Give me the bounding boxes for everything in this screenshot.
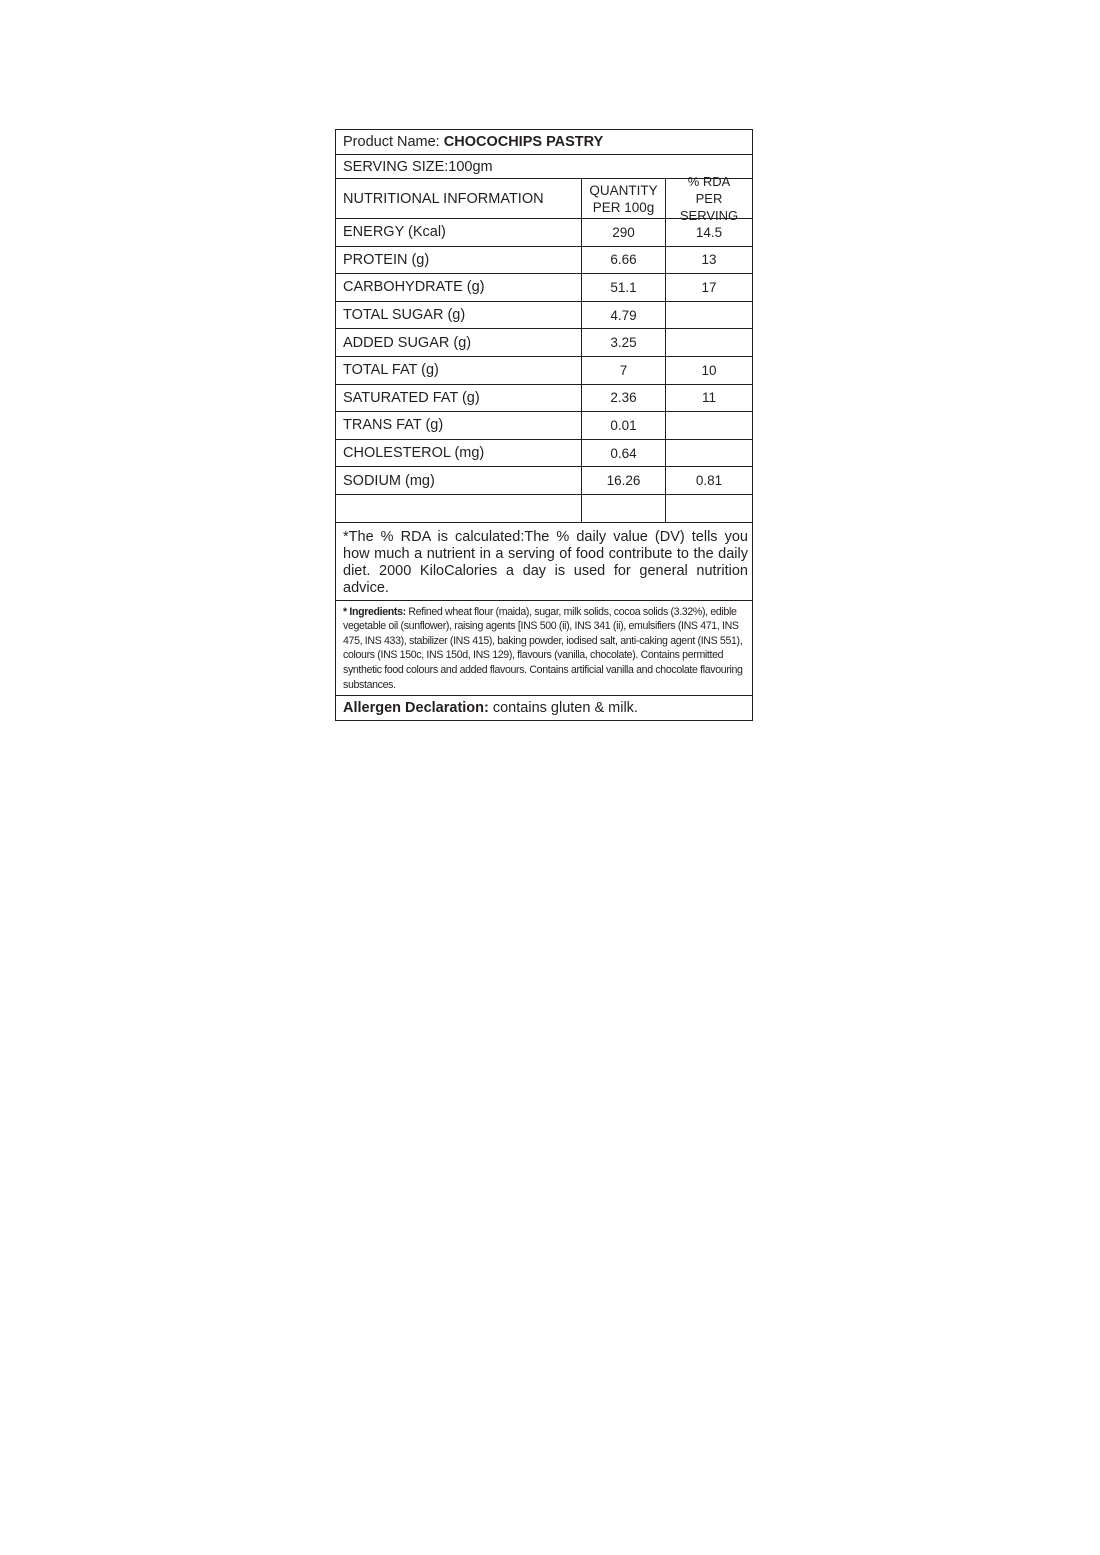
allergen-label: Allergen Declaration: [343,700,489,717]
nutrient-rda [665,302,752,329]
ingredients-text: Refined wheat flour (maida), sugar, milk solids, cocoa solids (3.32%), edible vegetable oil (sunflower), raising agents [INS 500 (ii), INS 341 (ii), emulsifiers (INS 471, INS 475, INS 433), stabilizer (INS 415), baking powder, iodised salt, anti-caking agent (INS 551), colours (INS 150c, INS 150d, INS 129), flavours (vanilla, chocolate). Contains permitted synthetic food colours and added flavours. Contains artificial vanilla and chocolate flavouring substances. [343,605,743,691]
nutritional-information-header: NUTRITIONAL INFORMATION [343,190,544,207]
nutrient-quantity: 4.79 [581,302,665,329]
rda-header-line1: % RDA [687,174,731,189]
rda-note-row [336,523,752,601]
ingredients [336,601,752,696]
rda-note: *The % RDA is calculated:The % daily value (DV) tells you how much a nutrient in a serving of food contribute to the daily diet. 2000 KiloCalories a day is used for general nutrition advice. [343,528,748,596]
table-row [336,247,752,275]
ingredients-row [336,601,752,697]
table-row [336,357,752,385]
nutrient-rda: 0.81 [665,467,752,494]
nutrient-quantity: 6.66 [581,247,665,274]
product-name-row [336,130,752,155]
allergen-row [336,696,752,720]
product-name-label: Product Name: [343,134,440,150]
nutrient-quantity [581,495,665,522]
table-header-row [336,174,752,223]
nutrient-name: TOTAL SUGAR (g) [343,307,466,324]
nutrient-name: CARBOHYDRATE (g) [343,279,485,296]
nutrient-name: CHOLESTEROL (mg) [343,445,485,462]
nutrient-rda [665,495,752,522]
nutrient-name: SODIUM (mg) [343,472,435,489]
nutrient-quantity: 2.36 [581,385,665,412]
table-row [336,467,752,495]
table-row [336,274,752,302]
table-row [336,385,752,413]
nutrient-quantity: 3.25 [581,329,665,356]
nutrient-name: ADDED SUGAR (g) [343,334,472,351]
nutrient-quantity: 290 [581,219,665,246]
product-name [336,130,752,154]
rda-header [665,174,752,223]
nutrient-rda [665,329,752,356]
nutrient-rda: 17 [665,274,752,301]
nutrient-name [336,495,581,522]
table-row [336,412,752,440]
quantity-header-line2: PER 100g [592,199,655,215]
nutrient-rda: 13 [665,247,752,274]
nutrient-rda [665,412,752,439]
nutrient-name: TRANS FAT (g) [343,417,444,434]
nutrient-quantity: 7 [581,357,665,384]
nutrient-name: PROTEIN (g) [343,251,430,268]
nutrient-rda: 14.5 [665,219,752,246]
table-row [336,219,752,247]
ingredients-label: * Ingredients: [343,605,406,618]
nutrient-quantity: 0.64 [581,440,665,467]
allergen-declaration [336,696,752,720]
table-row-empty [336,495,752,523]
nutrient-quantity: 51.1 [581,274,665,301]
nutrition-label [335,129,753,721]
rda-header-line2: PER SERVING [679,191,739,223]
quantity-header-line1: QUANTITY [589,182,658,198]
serving-size: SERVING SIZE:100gm [343,158,493,175]
nutrient-name: SATURATED FAT (g) [343,389,480,406]
nutrient-quantity: 0.01 [581,412,665,439]
nutrient-name: ENERGY (Kcal) [343,224,446,241]
nutrient-rda: 10 [665,357,752,384]
table-row [336,440,752,468]
nutrient-quantity: 16.26 [581,467,665,494]
nutrient-rda [665,440,752,467]
nutrient-name: TOTAL FAT (g) [343,362,439,379]
product-name-value: CHOCOCHIPS PASTRY [443,134,604,150]
quantity-header [581,179,665,218]
allergen-text: contains gluten & milk. [488,700,638,717]
table-row [336,329,752,357]
nutrient-rda: 11 [665,385,752,412]
table-row [336,302,752,330]
